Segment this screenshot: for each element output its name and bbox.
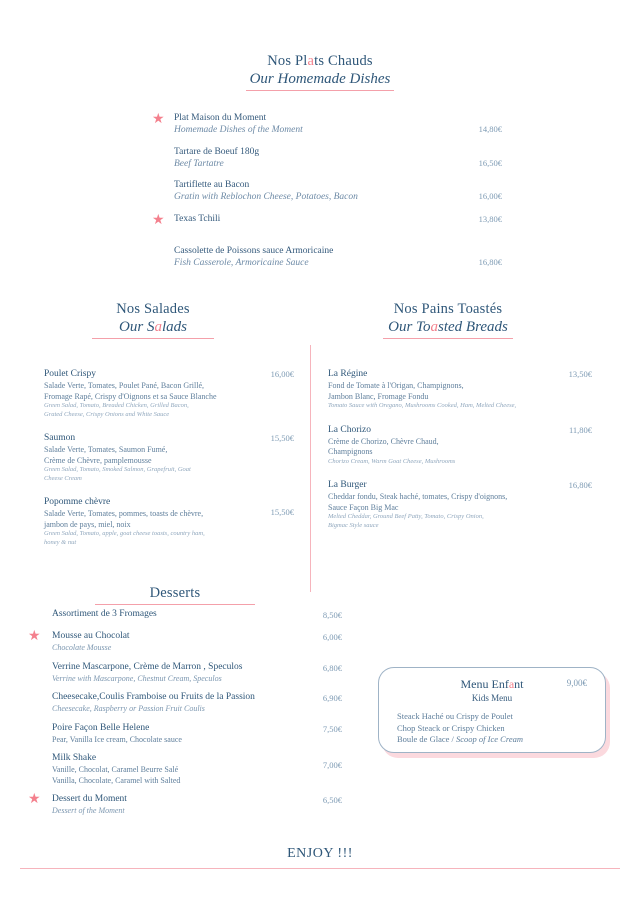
hot-dishes-list xyxy=(152,112,502,278)
text-line: Melted Cheddar, Ground Beef Patty, Tomato, Crispy Onion, xyxy=(328,513,484,520)
kids-menu-title: Menu Enfant xyxy=(460,677,524,691)
hot-dish-name-en: Fish Casserole, Armoricaine Sauce xyxy=(174,257,309,268)
kids-menu-lines xyxy=(397,711,605,746)
hot-dish-row xyxy=(152,179,502,204)
text-line: Bigmac Style sauce xyxy=(328,521,379,529)
text-line: Cheesecake, Raspberry or Passion Fruit Coulis xyxy=(52,704,205,713)
text-line: Green Salad, Tomato, Smoked Salmon, Grapefruit, Goat xyxy=(44,466,191,473)
text-line: Fond de Tomate à l'Origan, Champignons, xyxy=(328,381,464,390)
text-line: Chorizo Cream, Warm Goat Cheese, Mushrooms xyxy=(328,457,456,465)
text-line: jambon de pays, miel, noix xyxy=(44,519,131,529)
star-icon: ★ xyxy=(152,212,165,228)
text-line: Green Salad, Tomato, Breaded Chicken, Grilled Bacon, xyxy=(44,402,189,409)
dessert-body xyxy=(52,793,342,817)
menu-item-price: 16,00€ xyxy=(270,369,294,379)
menu-item-price: 15,50€ xyxy=(270,433,294,443)
desserts-header xyxy=(95,584,255,605)
hot-dish-price: 16,00€ xyxy=(478,191,502,201)
toasts-title-en: Our Toasted Breads xyxy=(388,319,508,335)
text-line: Jambon Blanc, Fromage Fondu xyxy=(328,391,429,401)
dessert-row xyxy=(28,608,342,623)
hot-dish-row xyxy=(152,112,502,137)
text-line: Green Salad, Tomato, apple, goat cheese toasts, country ham, xyxy=(44,530,205,537)
text-line: Salade Verte, Tomates, pommes, toasts de chèvre, xyxy=(44,509,204,518)
dessert-price: 6,00€ xyxy=(322,632,342,642)
text-line: honey & nut xyxy=(44,538,77,546)
salads-list xyxy=(44,368,294,560)
menu-item-name: La Burger xyxy=(328,480,367,490)
hot-dish-name-en: Gratin with Reblochon Cheese, Potatoes, Bacon xyxy=(174,192,358,202)
dessert-row xyxy=(28,691,342,715)
menu-item-name: Saumon xyxy=(44,433,76,443)
dessert-name: Dessert du Moment xyxy=(52,794,127,804)
dessert-row xyxy=(28,722,342,746)
dessert-price: 6,80€ xyxy=(322,662,342,673)
dessert-name: Mousse au Chocolat xyxy=(52,631,130,641)
text-line: Salade Verte, Tomates, Saumon Fumé, xyxy=(44,445,168,454)
text-line: Salade Verte, Tomates, Poulet Pané, Bacon Grillé, xyxy=(44,381,204,390)
hot-dish-price: 16,50€ xyxy=(478,157,502,168)
hot-dish-name-fr: Tartare de Boeuf 180g xyxy=(174,146,260,157)
dessert-price: 6,90€ xyxy=(322,693,342,703)
text-line: Dessert of the Moment xyxy=(52,806,125,815)
hot-dish-price: 14,80€ xyxy=(478,124,502,134)
text-line: Tomato Sauce with Oregano, Mushrooms Cooked, Ham, Melted Cheese, xyxy=(328,402,517,409)
text-line: Fromage Rapé, Crispy d'Oignons et sa Sauce Blanche xyxy=(44,391,217,401)
hot-dish-body xyxy=(174,146,502,171)
hot-dish-price: 13,80€ xyxy=(478,213,502,224)
hot-dish-body xyxy=(174,179,502,204)
text-line: Cheese Cream xyxy=(44,474,82,482)
text-line: Pear, Vanilla Ice cream, Chocolate sauce xyxy=(52,734,182,744)
dessert-row xyxy=(28,630,342,654)
hot-dish-price: 16,80€ xyxy=(478,256,502,267)
kids-menu-box xyxy=(378,667,606,753)
hot-dish-name-fr: Cassolette de Poissons sauce Armoricaine xyxy=(174,245,334,256)
text-line: Vanilla, Chocolate, Caramel with Salted xyxy=(52,775,181,785)
hot-dish-name-fr: Texas Tchili xyxy=(174,213,221,224)
menu-item-name: La Chorizo xyxy=(328,424,372,435)
salads-header xyxy=(60,300,246,339)
toasts-list xyxy=(328,368,592,543)
menu-item-price: 15,50€ xyxy=(270,507,294,517)
menu-item-row xyxy=(328,424,592,467)
salads-title-en: Our Salads xyxy=(119,319,187,335)
desserts-title: Desserts xyxy=(149,585,201,601)
hot-dishes-divider xyxy=(246,90,394,91)
kids-menu-line: Chop Steack or Crispy Chicken xyxy=(397,722,505,733)
text-line: Grated Cheese, Crispy Onions and White Sauce xyxy=(44,410,170,418)
menu-item-row xyxy=(328,368,592,411)
dessert-name: Milk Shake xyxy=(52,753,97,763)
dessert-price: 6,50€ xyxy=(322,795,342,805)
hot-dish-row xyxy=(152,146,502,171)
salads-title-fr: Nos Salades xyxy=(116,301,190,317)
menu-item-name: Popomme chèvre xyxy=(44,497,111,507)
dessert-body xyxy=(52,691,342,715)
salads-divider xyxy=(92,338,214,339)
dessert-price: 7,00€ xyxy=(322,760,342,770)
text-line: Crème de Chorizo, Chèvre Chaud, xyxy=(328,436,439,446)
desserts-divider xyxy=(95,604,255,605)
dessert-row xyxy=(28,752,342,786)
hot-dish-body xyxy=(174,213,502,225)
hot-dish-name-fr: Plat Maison du Moment xyxy=(174,113,267,123)
text-line: Vanille, Chocolat, Caramel Beurre Salé xyxy=(52,765,179,774)
dessert-price: 8,50€ xyxy=(322,610,342,620)
text-line: Sauce Façon Big Mac xyxy=(328,502,399,512)
hot-dishes-title-fr: Nos Plats Chauds xyxy=(267,53,373,69)
toasts-header xyxy=(355,300,541,339)
dessert-price: 7,50€ xyxy=(322,723,342,734)
dessert-name: Poire Façon Belle Helene xyxy=(52,722,150,733)
dessert-name: Verrine Mascarpone, Crème de Marron , Speculos xyxy=(52,661,243,672)
star-icon: ★ xyxy=(152,112,165,127)
dessert-row xyxy=(28,661,342,685)
dessert-body xyxy=(52,722,342,746)
toasts-divider xyxy=(383,338,513,339)
hot-dish-name-en: Homemade Dishes of the Moment xyxy=(174,125,303,135)
text-line: Crème de Chèvre, pamplemousse xyxy=(44,455,152,465)
dessert-name: Assortiment de 3 Fromages xyxy=(52,609,157,619)
menu-item-row xyxy=(44,432,294,483)
hot-dishes-header xyxy=(218,52,422,91)
dessert-body xyxy=(52,608,342,621)
hot-dish-name-en: Beef Tartatre xyxy=(174,158,224,169)
hot-dishes-title-en: Our Homemade Dishes xyxy=(249,71,391,87)
hot-dish-body xyxy=(174,112,502,137)
text-line: Champignons xyxy=(328,447,373,456)
menu-item-row xyxy=(328,479,592,530)
kids-menu-line-italic: Scoop of Ice Cream xyxy=(456,734,523,744)
kids-menu-line: Boule de Glace / Scoop of Ice Cream xyxy=(397,734,523,744)
star-icon: ★ xyxy=(28,792,41,807)
text-line: Chocolate Mousse xyxy=(52,643,112,652)
menu-item-name: La Régine xyxy=(328,369,368,379)
menu-item-name: Poulet Crispy xyxy=(44,369,96,379)
desserts-list xyxy=(28,608,342,824)
text-line: Verrine with Mascarpone, Chestnut Cream, Speculos xyxy=(52,673,222,683)
hot-dish-row xyxy=(152,245,502,270)
hot-dish-body xyxy=(174,245,502,270)
hot-dish-name-fr: Tartiflette au Bacon xyxy=(174,180,250,190)
dessert-body xyxy=(52,630,342,654)
column-divider xyxy=(310,345,311,592)
enjoy-text: ENJOY !!! xyxy=(287,846,353,861)
menu-item-price: 11,80€ xyxy=(568,424,592,435)
menu-item-row xyxy=(44,496,294,547)
dessert-row xyxy=(28,793,342,817)
toasts-title-fr: Nos Pains Toastés xyxy=(393,301,503,317)
hot-dish-row xyxy=(152,213,502,236)
menu-item-row xyxy=(44,368,294,419)
menu-item-price: 16,80€ xyxy=(568,480,592,490)
kids-menu-line: Steack Haché ou Crispy de Poulet xyxy=(397,711,513,721)
dessert-body xyxy=(52,661,342,685)
menu-item-price: 13,50€ xyxy=(568,369,592,379)
footer-divider xyxy=(20,868,620,869)
dessert-body xyxy=(52,752,342,786)
kids-menu-price: 9,00€ xyxy=(566,678,587,688)
star-icon: ★ xyxy=(28,629,41,644)
kids-menu-subtitle: Kids Menu xyxy=(471,693,513,703)
dessert-name: Cheesecake,Coulis Framboise ou Fruits de la Passion xyxy=(52,692,255,702)
text-line: Cheddar fondu, Steak haché, tomates, Crispy d'oignons, xyxy=(328,492,508,501)
